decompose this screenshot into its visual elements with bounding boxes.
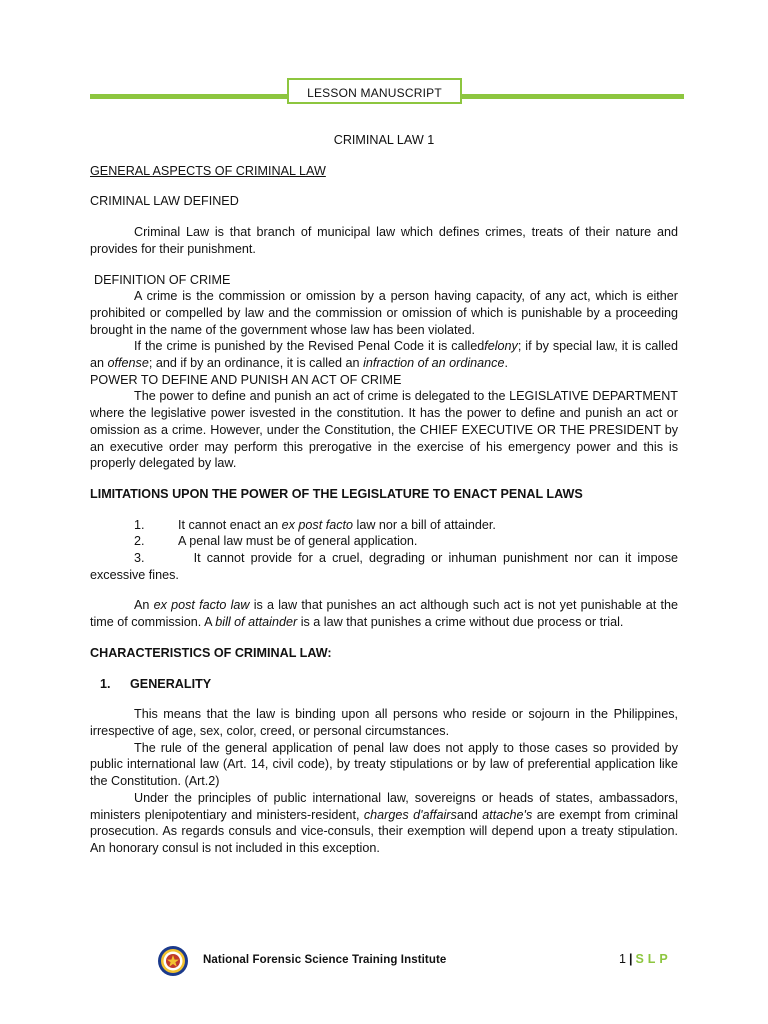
page-number: 1 | SLP xyxy=(619,952,672,966)
limitations-heading: LIMITATIONS UPON THE POWER OF THE LEGISLATURE TO ENACT PENAL LAWS xyxy=(90,486,583,501)
seal-logo-icon xyxy=(157,945,189,977)
section-heading: GENERAL ASPECTS OF CRIMINAL LAW xyxy=(90,163,326,178)
generality-p3: Under the principles of public international law, sovereigns or heads of states, ambassadors, ministers plenipotentiary and ministers-resident, charges d'affairsand attache's are exempt from criminal prosecution. As regards consuls and vice-consuls, their exemption will depend upon a treaty stipulation. An honorary consul is not included in this exception. xyxy=(90,790,679,855)
document-title: CRIMINAL LAW 1 xyxy=(333,133,435,147)
characteristics-heading: CHARACTERISTICS OF CRIMINAL LAW: xyxy=(90,645,332,660)
definition-of-crime-p1: A crime is the commission or omission by a person having capacity, of any act, which is either prohibited or compelled by law and the commission or omission of which is punishable by a proceeding brought in the name of the government whose law has been violated. xyxy=(90,289,678,337)
generality-heading: 1. GENERALITY xyxy=(100,676,212,691)
document-body xyxy=(90,132,678,857)
generality-p2: The rule of the general application of penal law does not apply to those cases so provided by public international law (Art. 14, civil code), by treaty stipulations or by law of preferential application like the Constitution. (Art.2) xyxy=(90,740,678,789)
definition-of-crime-heading: DEFINITION OF CRIME xyxy=(94,272,231,287)
page-footer xyxy=(157,945,687,977)
lesson-manuscript-label: LESSON MANUSCRIPT xyxy=(287,78,462,104)
criminal-law-defined-text: Criminal Law is that branch of municipal law which defines crimes, treats of their nature and provides for their punishment. xyxy=(90,225,678,256)
list-number: 2. xyxy=(134,534,145,549)
institute-name: National Forensic Science Training Institute xyxy=(203,954,447,966)
definition-of-crime-p2: If the crime is punished by the Revised Penal Code it is calledfelony; if by special law, it is called an offense; and if by an ordinance, it is called an infraction of an ordinance. xyxy=(90,339,678,371)
list-item: 1. It cannot enact an ex post facto law nor a bill of attainder. xyxy=(90,517,678,534)
list-number: 1. xyxy=(134,517,145,532)
generality-p1: This means that the law is binding upon all persons who reside or sojourn in the Philippines, irrespective of age, sex, color, creed, or personal circumstances. xyxy=(90,707,678,738)
list-item: 3. It cannot provide for a cruel, degrading or inhuman punishment nor can it impose excessive fines. xyxy=(90,551,678,582)
list-item: 2. A penal law must be of general application. xyxy=(90,533,678,550)
power-text: The power to define and punish an act of crime is delegated to the LEGISLATIVE DEPARTMENT where the legislative power isvested in the constitution. It has the power to define and punish an act or omission as a crime. However, under the Constitution, the CHIEF EXECUTIVE OR THE PRESIDENT by an executive order may perform this prerogative in the exercise of his emergency power and this is properly delegated by law. xyxy=(90,389,678,471)
ex-post-facto-paragraph: An ex post facto law is a law that punishes an act although such act is not yet punishable at the time of commission. A bill of attainder is a law that punishes a crime without due process or trial. xyxy=(90,598,678,630)
criminal-law-defined-heading: CRIMINAL LAW DEFINED xyxy=(90,194,239,209)
power-heading: POWER TO DEFINE AND PUNISH AN ACT OF CRIME xyxy=(90,372,402,387)
